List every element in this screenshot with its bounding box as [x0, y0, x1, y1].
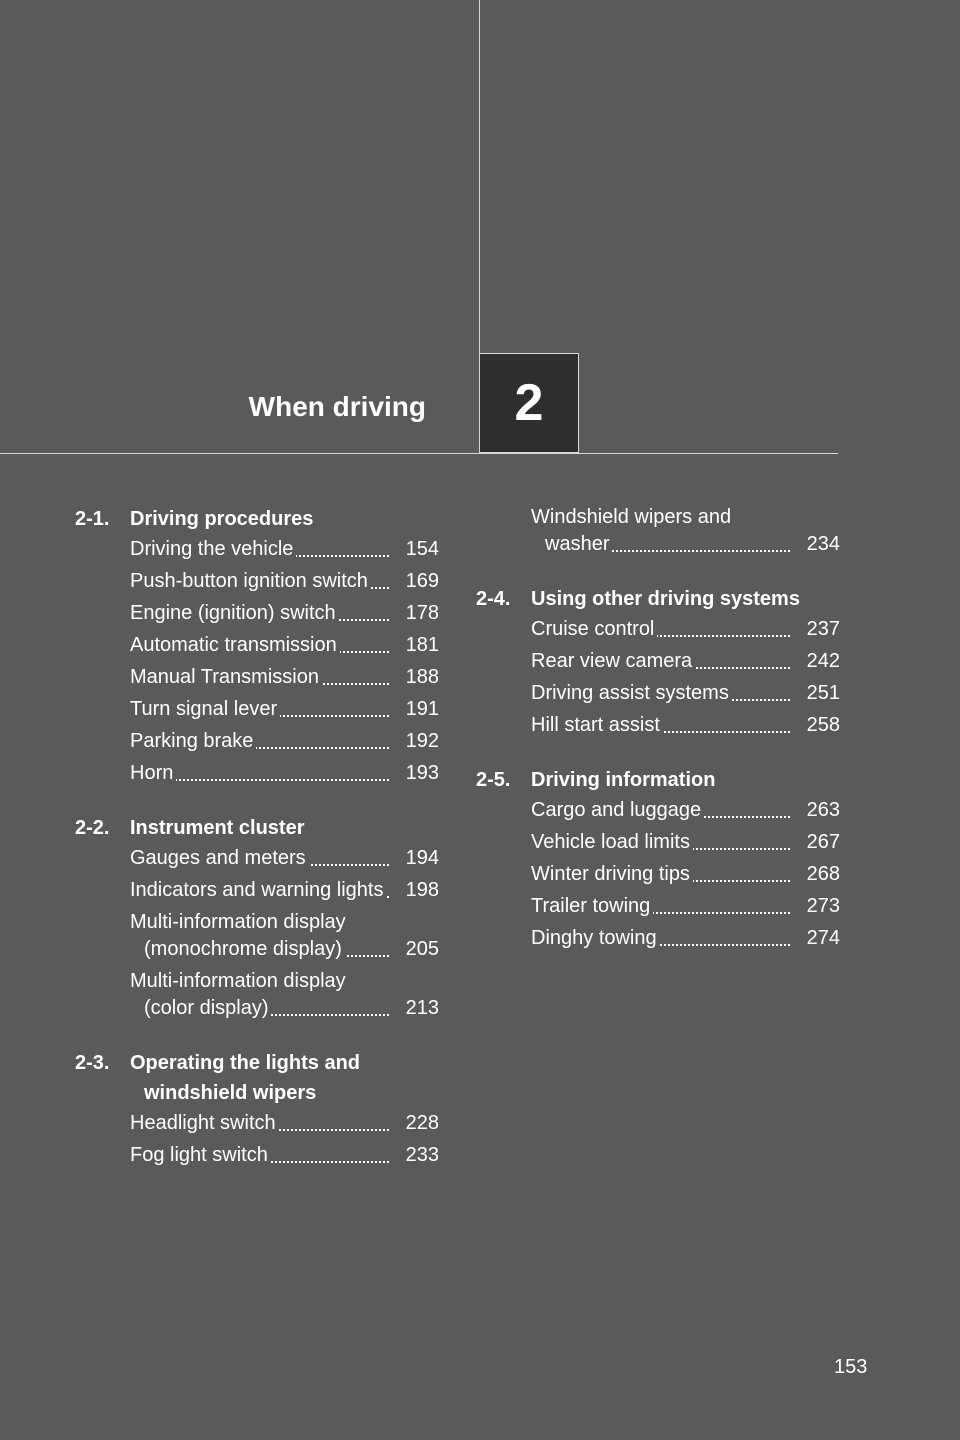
toc-entry-text: Parking brake	[130, 730, 256, 752]
toc-entry-page: 198	[405, 879, 439, 901]
toc-entry-text: Trailer towing	[531, 895, 653, 917]
toc-section	[75, 504, 439, 787]
section-items	[130, 1110, 439, 1169]
section-heading[interactable]	[476, 584, 840, 614]
section-title: Driving information	[531, 769, 716, 791]
toc-entry[interactable]	[130, 600, 439, 627]
toc-entry-page: 192	[405, 730, 439, 752]
toc-entry-page: 178	[405, 602, 439, 624]
toc-section	[476, 765, 840, 952]
toc-entry[interactable]	[531, 861, 840, 888]
toc-entry[interactable]	[130, 664, 439, 691]
toc-entry-page: 274	[806, 927, 840, 949]
toc-entry[interactable]	[130, 909, 439, 963]
toc-entry-text: Vehicle load limits	[531, 831, 693, 853]
toc-entry-page: 234	[806, 533, 840, 555]
toc-entry[interactable]	[531, 616, 840, 643]
toc-entry[interactable]	[531, 712, 840, 739]
toc-entry-page: 251	[806, 682, 840, 704]
toc-entry-label	[130, 877, 395, 904]
toc-right-column	[476, 504, 840, 978]
toc-entry-label	[130, 760, 395, 787]
toc-entry[interactable]	[130, 845, 439, 872]
toc-entry-page: 233	[405, 1144, 439, 1166]
toc-entry[interactable]	[531, 893, 840, 920]
toc-entry-text: Turn signal lever	[130, 698, 280, 720]
section-heading[interactable]	[75, 813, 439, 843]
toc-entry[interactable]	[531, 680, 840, 707]
chapter-number: 2	[514, 374, 544, 432]
chapter-title: When driving	[248, 391, 426, 422]
toc-entry-page: 154	[405, 538, 439, 560]
toc-entry-page: 268	[806, 863, 840, 885]
section-title: Using other driving systems	[531, 588, 800, 610]
vertical-divider	[479, 0, 480, 353]
toc-entry-label	[531, 712, 796, 739]
horizontal-divider	[0, 453, 838, 454]
toc-section	[75, 813, 439, 1022]
toc-entry-page: 181	[405, 634, 439, 656]
toc-entry-label	[531, 504, 796, 558]
toc-entry-page: 263	[806, 799, 840, 821]
toc-entry-text: Windshield wipers and washer	[531, 506, 732, 555]
toc-section	[476, 504, 840, 558]
toc-entry-text: Headlight switch	[130, 1112, 279, 1134]
toc-entry[interactable]	[130, 760, 439, 787]
section-items	[531, 797, 840, 952]
toc-entry-label	[130, 968, 395, 1022]
toc-entry-label	[531, 616, 796, 643]
toc-entry-page: 205	[405, 938, 439, 960]
toc-entry[interactable]	[531, 648, 840, 675]
toc-entry-label	[130, 1110, 395, 1137]
toc-entry-text: Driving assist systems	[531, 682, 732, 704]
section-title: Operating the lights and windshield wipers	[130, 1052, 361, 1104]
section-number: 2-3.	[75, 1052, 110, 1074]
toc-entry-label	[531, 925, 796, 952]
toc-entry-label	[531, 829, 796, 856]
section-number: 2-4.	[476, 588, 511, 610]
section-number: 2-1.	[75, 508, 110, 530]
toc-entry[interactable]	[531, 504, 840, 558]
toc-entry[interactable]	[130, 536, 439, 563]
toc-entry-text: Hill start assist	[531, 714, 663, 736]
toc-entry-text: Manual Transmission	[130, 666, 322, 688]
toc-entry-label	[531, 648, 796, 675]
toc-entry-label	[531, 861, 796, 888]
toc-entry-page: 188	[405, 666, 439, 688]
toc-entry-page: 273	[806, 895, 840, 917]
toc-entry[interactable]	[130, 968, 439, 1022]
toc-entry[interactable]	[531, 925, 840, 952]
section-title: Driving procedures	[130, 508, 314, 530]
toc-entry-page: 169	[405, 570, 439, 592]
toc-entry-page: 193	[405, 762, 439, 784]
toc-entry-label	[130, 600, 395, 627]
toc-entry-text: Multi-information display (monochrome display)	[130, 911, 346, 960]
toc-entry-label	[531, 893, 796, 920]
toc-entry-text: Multi-information display (color display)	[130, 970, 346, 1019]
toc-entry[interactable]	[130, 1142, 439, 1169]
toc-entry-label	[130, 536, 395, 563]
toc-entry-label	[531, 797, 796, 824]
section-items	[531, 616, 840, 739]
toc-entry[interactable]	[130, 568, 439, 595]
toc-section	[75, 1048, 439, 1169]
toc-entry-page: 228	[405, 1112, 439, 1134]
section-heading[interactable]	[75, 1048, 439, 1108]
section-items	[130, 536, 439, 787]
toc-entry-text: Fog light switch	[130, 1144, 271, 1166]
page-number: 153	[834, 1356, 868, 1378]
toc-entry-label	[130, 664, 395, 691]
section-heading[interactable]	[75, 504, 439, 534]
toc-entry-label	[531, 680, 796, 707]
toc-entry-page: 191	[405, 698, 439, 720]
section-title: Instrument cluster	[130, 817, 305, 839]
section-items	[531, 504, 840, 558]
toc-entry-text: Indicators and warning lights	[130, 879, 386, 901]
toc-entry-page: 194	[405, 847, 439, 869]
toc-entry-label	[130, 568, 395, 595]
toc-entry[interactable]	[531, 829, 840, 856]
section-number: 2-5.	[476, 769, 511, 791]
chapter-number-box	[479, 353, 579, 453]
toc-entry-text: Dinghy towing	[531, 927, 660, 949]
toc-entry-label	[130, 909, 395, 963]
toc-entry-text: Cargo and luggage	[531, 799, 704, 821]
toc-entry-page: 258	[806, 714, 840, 736]
toc-entry-label	[130, 845, 395, 872]
toc-left-column	[75, 504, 439, 1195]
toc-entry-page: 267	[806, 831, 840, 853]
toc-entry-text: Cruise control	[531, 618, 657, 640]
toc-entry-text: Push-button ignition switch	[130, 570, 371, 592]
toc-entry-label	[130, 728, 395, 755]
section-number: 2-2.	[75, 817, 110, 839]
toc-entry-text: Driving the vehicle	[130, 538, 296, 560]
toc-entry-page: 242	[806, 650, 840, 672]
toc-entry-text: Gauges and meters	[130, 847, 309, 869]
toc-entry-label	[130, 1142, 395, 1169]
toc-entry-page: 237	[806, 618, 840, 640]
toc-entry-text: Rear view camera	[531, 650, 695, 672]
toc-entry-label	[130, 696, 395, 723]
toc-entry[interactable]	[130, 728, 439, 755]
toc-entry-text: Winter driving tips	[531, 863, 693, 885]
toc-entry-text: Engine (ignition) switch	[130, 602, 339, 624]
section-items	[130, 845, 439, 1022]
toc-entry-page: 213	[405, 997, 439, 1019]
toc-entry-label	[130, 632, 395, 659]
toc-entry-text: Horn	[130, 762, 176, 784]
section-heading[interactable]	[476, 765, 840, 795]
toc-entry[interactable]	[130, 877, 439, 904]
toc-entry[interactable]	[130, 696, 439, 723]
toc-entry[interactable]	[130, 632, 439, 659]
toc-entry[interactable]	[531, 797, 840, 824]
toc-entry[interactable]	[130, 1110, 439, 1137]
toc-section	[476, 584, 840, 739]
toc-entry-text: Automatic transmission	[130, 634, 340, 656]
